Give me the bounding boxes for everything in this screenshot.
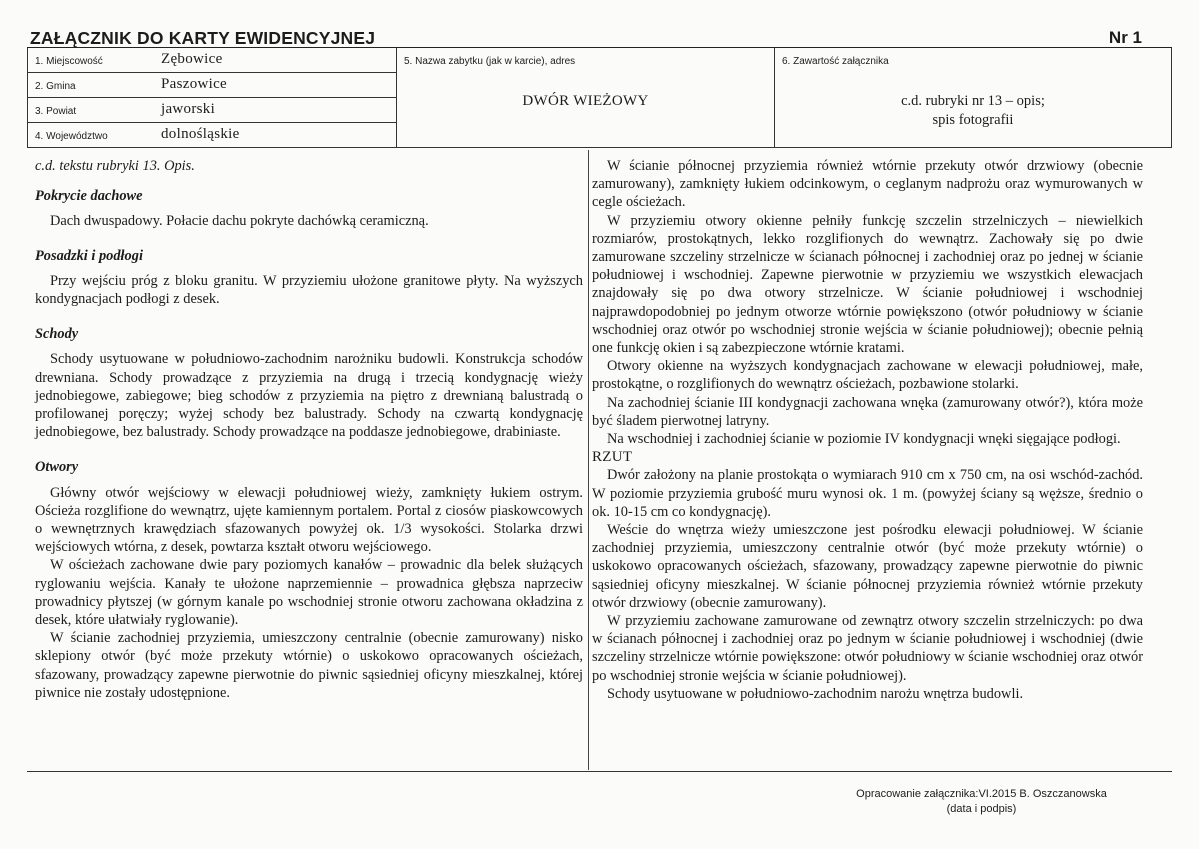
section-heading: Schody <box>35 326 79 343</box>
field-row-commune <box>28 73 396 98</box>
right-column <box>592 157 1143 703</box>
paragraph: Schody usytuowane w południowo-zachodnim narożniku budowli. Konstrukcja schodów drewniana. Schody prowadzące z przyziemia na drugą i trzecią kondygnację wieży jednobiegowe, zabiegowe; bieg schodów z przyziemia na piętro z drewnianą balustradą o profilowanej poręczy; wyżej schody bez balustrady. Schody na czwartą kondygnację jednobiegowe, bez balustrady. Schody prowadzące na poddasze jednobiegowe, drabiniaste. <box>35 351 583 441</box>
section-heading-plan: RZUT <box>592 449 633 466</box>
field-row-district <box>28 98 396 123</box>
footer-author: Opracowanie załącznika:VI.2015 B. Oszczanowska <box>856 788 1107 800</box>
paragraph: W ościeżach zachowane dwie pary poziomych kanałów – prowadnic dla belek służących ryglowaniu wejścia. Kanały te ułożone naprzemiennie – prowadnica głębsza naprzeciw prowadnicy płytszej (w górnym kanale po wschodniej stronie otworu zachowana okładzina z desek, które ułatwiały ryglowanie). <box>35 557 583 629</box>
bottom-rule <box>27 771 1172 772</box>
field-value: Zębowice <box>161 51 223 67</box>
section-roofing <box>35 187 583 230</box>
paragraph: Na wschodniej i zachodniej ścianie w poziomie IV kondygnacji wnęki sięgające podłogi. <box>607 431 1121 448</box>
paragraph: W przyziemiu zachowane zamurowane od zewnątrz otwory szczelin strzelniczych: po dwa w ścianach północnej i zachodniej oraz po jednym w ścianie południowej i wschodniej (dwie szczeliny strzelnicze wtórnie powiększone: otwór południowy w ścianie wschodniej oraz otwór po wschodniej stronie wejścia w ścianie południowej). <box>592 613 1143 684</box>
section-floors <box>35 247 583 309</box>
paragraph: Główny otwór wejściowy w elewacji południowej wieży, zamknięty łukiem ostrym. Ościeża rozglifione do wewnątrz, ujęte kamiennym portalem. Portal z ciosów piaskowcowych o wewnętrznych krawędziach sfazowanych powyżej ok. 1/3 wysokości. Stolarka drzwi wejściowych wtórna, z desek, powtarza kształt otworu wejściowego. <box>35 484 583 556</box>
document-title: ZAŁĄCZNIK DO KARTY EWIDENCYJNEJ <box>30 28 376 48</box>
field-value: dolnośląskie <box>161 126 240 142</box>
paragraph: Dwór założony na planie prostokąta o wymiarach 910 cm x 750 cm, na osi wschód-zachód. W poziomie przyziemia grubość muru wynosi ok. 1 m. (powyżej ściany są węższe, średnio o ok. 10-15 cm co kondygnację). <box>592 467 1143 520</box>
footer-caption: (data i podpis) <box>946 802 1017 815</box>
paragraph: W ścianie zachodniej przyziemia, umieszczony centralnie (obecnie zamurowany) nisko sklepiony otwór (być może przekuty wtórnie) o uskokowo opracowanych ościeżach, sfazowany, prowadzący zapewne pierwotnie do piwnic sąsiedniej oficyny mieszkalnej, której piwnice nie zostały udostępnione. <box>35 630 583 701</box>
field-label: 3. Powiat <box>35 106 77 117</box>
field-row-locality <box>28 48 396 73</box>
column-divider <box>588 150 589 770</box>
monument-name-box <box>396 48 774 148</box>
contents-value <box>775 92 1171 130</box>
paragraph: Weście do wnętrza wieży umieszczone jest pośrodku elewacji południowej. W ścianie zachodniej przyziemia, umieszczony centralnie otwór (być może przekuty wtórnie) o uskokowo opracowanych ościeżach, sfazowany, prowadzący zapewne pierwotnie do piwnic sąsiedniej oficyny mieszkalnej. W ścianie północnej przyziemia również wtórnie przekuty otwór drzwiowy (obecnie zamurowany). <box>592 522 1143 611</box>
paragraph: W przyziemiu otwory okienne pełniły funkcję szczelin strzelniczych – niewielkich rozmiarów, prostokątnych, lekko rozglifionych do wewnątrz. Zachowały się po dwie zamurowane szczeliny strzelnicze w ścianach północnej i zachodniej oraz po jednej w ścianie południowej i wschodniej. Zapewne pierwotnie w przyziemiu we wszystkich elewacjach znajdowały się po dwa otwory strzelnicze. W ścianie południowej i wschodniej najprawdopodobniej po jednym otworze wtórnie powiększono (otwór południowy w ścianie wschodniej oraz otwór po wschodniej stronie wejścia w ścianie południowej); obecnie pełnią one funkcję okien i są zabezpieczone wtórnie kratami. <box>592 212 1143 357</box>
field-row-voivodeship <box>28 123 396 148</box>
paragraph: Schody usytuowane w południowo-zachodnim narożu wnętrza budowli. <box>607 685 1024 702</box>
field-label: 2. Gmina <box>35 81 76 92</box>
paragraph: Na zachodniej ścianie III kondygnacji zachowana wnęka (zamurowany otwór?), która może być śladem pierwotnej latryny. <box>592 394 1143 429</box>
field-label: 1. Miejscowość <box>35 56 103 67</box>
left-column <box>35 157 583 702</box>
monument-name: DWÓR WIEŻOWY <box>522 93 649 109</box>
paragraph: Dach dwuspadowy. Połacie dachu pokryte dachówką ceramiczną. <box>50 213 429 230</box>
contents-line: c.d. rubryki nr 13 – opis; <box>901 93 1045 109</box>
footer-signature <box>824 787 1139 816</box>
contents-label: 6. Zawartość załącznika <box>782 56 889 67</box>
field-value: jaworski <box>161 101 216 117</box>
monument-label: 5. Nazwa zabytku (jak w karcie), adres <box>404 56 576 67</box>
attachment-contents-box <box>774 48 1172 148</box>
section-openings <box>35 458 583 702</box>
section-heading: Posadzki i podłogi <box>35 247 143 264</box>
paragraph: W ścianie północnej przyziemia również wtórnie przekuty otwór drzwiowy (obecnie zamurowany), zamknięty łukiem odcinkowym, o ceglanym nadprożu oraz wymurowanych w cegle ościeżach. <box>592 158 1143 211</box>
paragraph: Otwory okienne na wyższych kondygnacjach zachowane w elewacji południowej, małe, prostokątne, o rozglifionych do wewnątrz ościeżach, pozbawione stolarki. <box>592 358 1143 393</box>
section-heading: Otwory <box>35 459 79 476</box>
attachment-number: Nr 1 <box>1108 28 1142 47</box>
intro-text: c.d. tekstu rubryki 13. Opis. <box>35 158 195 174</box>
section-stairs <box>35 325 583 441</box>
field-value: Paszowice <box>161 76 228 92</box>
paragraph: Przy wejściu próg z bloku granitu. W przyziemiu ułożone granitowe płyty. Na wyższych kondygnacjach podłogi z desek. <box>35 272 583 308</box>
field-label: 4. Województwo <box>35 131 108 142</box>
section-heading: Pokrycie dachowe <box>35 188 143 205</box>
contents-line: spis fotografii <box>932 112 1014 128</box>
location-fields <box>27 48 396 148</box>
